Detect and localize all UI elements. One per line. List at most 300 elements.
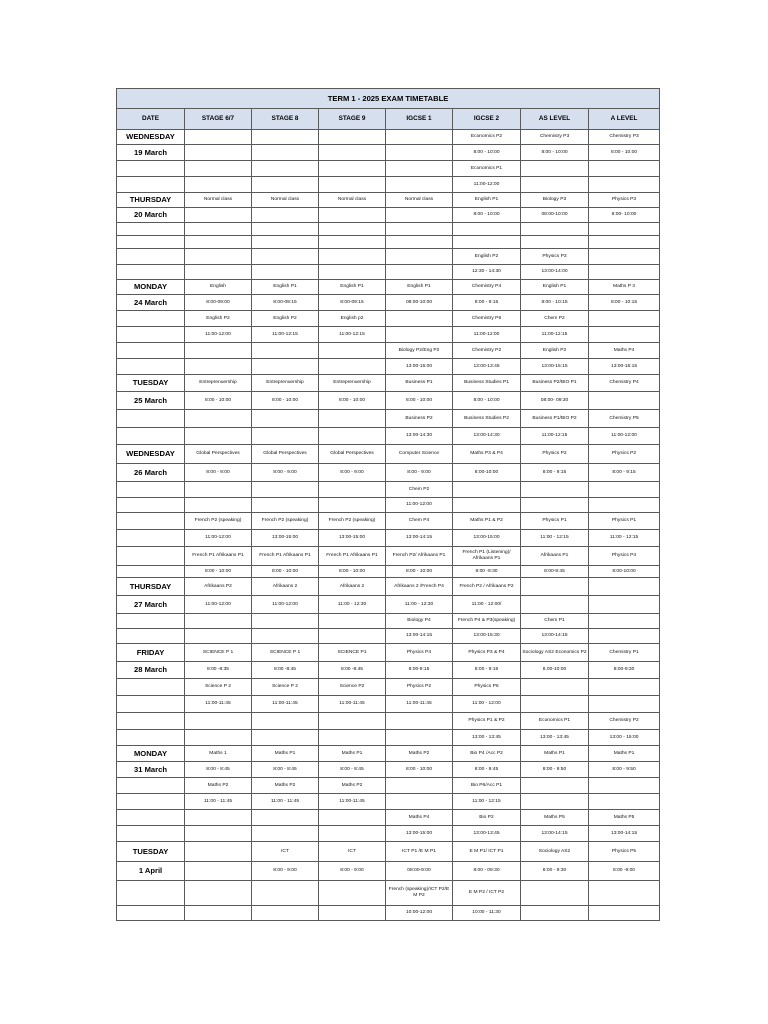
exam-cell	[185, 629, 252, 644]
exam-cell: SCIENCE P 1	[185, 644, 252, 662]
exam-cell	[589, 161, 660, 177]
exam-cell: 8:00 - 9:00	[252, 464, 319, 482]
exam-cell: 8:00 - 10:00	[386, 392, 453, 410]
table-row	[117, 644, 660, 662]
exam-cell	[386, 713, 453, 730]
exam-cell	[252, 249, 319, 265]
exam-cell: 11:00 - 12:00	[453, 696, 521, 713]
exam-cell: 11:00 - 12:15	[589, 530, 660, 547]
exam-cell	[589, 778, 660, 794]
exam-cell: Physics P2	[589, 445, 660, 464]
exam-cell	[185, 145, 252, 161]
exam-cell: 11:00-12:15	[521, 327, 589, 343]
exam-cell: Afrikaans 2	[319, 578, 386, 596]
exam-cell: 13:00-14:15	[521, 629, 589, 644]
exam-cell	[185, 428, 252, 445]
table-row	[117, 713, 660, 730]
exam-cell: Normal class	[319, 193, 386, 208]
exam-cell	[386, 778, 453, 794]
exam-cell: Maths P2	[319, 778, 386, 794]
exam-cell	[252, 482, 319, 498]
table-row	[117, 295, 660, 311]
exam-cell	[185, 236, 252, 249]
date-cell: 28 March	[117, 662, 185, 679]
column-header: IGCSE 2	[453, 109, 521, 130]
table-row	[117, 566, 660, 578]
exam-cell: 8:00 - 9:50	[521, 762, 589, 778]
exam-cell: Biology P4	[386, 614, 453, 629]
exam-cell: ICT	[319, 842, 386, 862]
date-cell	[117, 810, 185, 826]
exam-cell: Entreprenuership	[185, 375, 252, 392]
exam-cell	[185, 614, 252, 629]
exam-cell: 11:00-12:00	[185, 327, 252, 343]
exam-cell: 13:00-13:45	[453, 359, 521, 375]
exam-cell	[319, 249, 386, 265]
table-row	[117, 778, 660, 794]
exam-cell: French P4 & P3(speaking)	[453, 614, 521, 629]
exam-cell	[521, 482, 589, 498]
exam-cell: French P2/ Afrikaans P1	[386, 547, 453, 566]
column-header: A LEVEL	[589, 109, 660, 130]
exam-cell: 8:00 - 10:00	[185, 392, 252, 410]
exam-cell	[453, 498, 521, 513]
exam-cell	[319, 713, 386, 730]
exam-cell: 13:00-15:30	[453, 629, 521, 644]
exam-cell: 11:00-11:45	[319, 696, 386, 713]
exam-cell	[252, 428, 319, 445]
exam-cell	[521, 236, 589, 249]
exam-cell	[319, 881, 386, 906]
table-row	[117, 794, 660, 810]
exam-cell	[521, 161, 589, 177]
exam-cell: 13:00-14:15	[386, 629, 453, 644]
exam-cell: French P1 Afrikaans P1	[185, 547, 252, 566]
exam-cell: 13:00-15:00	[453, 530, 521, 547]
table-row	[117, 862, 660, 881]
exam-cell: 11:00-12:00	[453, 327, 521, 343]
exam-cell: Business P1	[386, 375, 453, 392]
exam-cell: Biology P2/Eng P2	[386, 343, 453, 359]
exam-cell	[185, 223, 252, 236]
exam-cell: Maths P1	[319, 746, 386, 762]
exam-cell: 8.00-10:00	[521, 662, 589, 679]
exam-cell: Bio P4 /Acc P2	[453, 746, 521, 762]
exam-cell: 11:00 - 12:30	[319, 596, 386, 614]
exam-cell: Global Perspectives	[252, 445, 319, 464]
exam-cell: Chemistry P2	[589, 713, 660, 730]
exam-cell	[319, 177, 386, 193]
exam-cell: 8:00 - 10:00	[252, 392, 319, 410]
exam-cell: Chemistry P3	[521, 130, 589, 145]
column-header: STAGE 9	[319, 109, 386, 130]
date-cell: TUESDAY	[117, 375, 185, 392]
exam-cell: Afrikaans P2	[185, 578, 252, 596]
date-cell	[117, 311, 185, 327]
date-cell	[117, 513, 185, 530]
exam-cell	[589, 614, 660, 629]
exam-cell: 8:00 - 8:45	[319, 762, 386, 778]
exam-cell	[252, 826, 319, 842]
exam-cell: 8:00 - 9:15	[453, 662, 521, 679]
exam-cell	[319, 906, 386, 921]
exam-cell: English P1	[521, 280, 589, 295]
exam-cell	[319, 359, 386, 375]
exam-cell: 8:00 - 10:00	[453, 208, 521, 223]
exam-cell: 8:00 - 10:00	[453, 145, 521, 161]
exam-cell	[589, 392, 660, 410]
exam-cell: 8:00-10:00	[453, 464, 521, 482]
exam-cell	[386, 730, 453, 746]
exam-cell: English P1	[386, 280, 453, 295]
date-cell	[117, 794, 185, 810]
exam-cell: 13:00-14:15	[521, 826, 589, 842]
exam-cell: Economics P1	[453, 161, 521, 177]
exam-cell	[185, 130, 252, 145]
exam-cell: Business P1/BIO P2	[521, 410, 589, 428]
exam-cell	[589, 236, 660, 249]
exam-cell: 11:00 - 11:45	[185, 794, 252, 810]
date-cell	[117, 249, 185, 265]
exam-cell: Global Perspectives	[185, 445, 252, 464]
exam-cell: 8:00 - 9:00	[386, 464, 453, 482]
exam-cell	[185, 208, 252, 223]
exam-cell: 8:00 - 09:30	[453, 862, 521, 881]
exam-cell	[589, 794, 660, 810]
date-cell: 20 March	[117, 208, 185, 223]
table-row	[117, 428, 660, 445]
exam-cell: Biology P3	[521, 193, 589, 208]
exam-cell	[185, 359, 252, 375]
exam-cell	[319, 343, 386, 359]
exam-cell: French P1 Afrikaans P1	[252, 547, 319, 566]
exam-cell: E M P1/ ICT P1	[453, 842, 521, 862]
exam-cell: ICT	[252, 842, 319, 862]
exam-cell: English P2	[453, 249, 521, 265]
exam-cell: Physics P5	[589, 842, 660, 862]
exam-cell	[252, 145, 319, 161]
exam-cell	[319, 236, 386, 249]
exam-cell: 12:30 - 14:30	[453, 265, 521, 280]
exam-cell	[386, 311, 453, 327]
table-row	[117, 392, 660, 410]
exam-cell	[252, 208, 319, 223]
exam-cell	[589, 498, 660, 513]
table-row	[117, 375, 660, 392]
date-cell: 1 April	[117, 862, 185, 881]
exam-cell	[185, 862, 252, 881]
exam-cell: French (speaking)/ICT P2/E M P2	[386, 881, 453, 906]
table-row	[117, 679, 660, 696]
date-cell	[117, 679, 185, 696]
exam-cell: Maths P5	[589, 810, 660, 826]
exam-cell: 13:00-13:45	[453, 826, 521, 842]
exam-cell	[185, 881, 252, 906]
exam-cell	[319, 428, 386, 445]
date-cell	[117, 161, 185, 177]
table-row	[117, 445, 660, 464]
exam-cell: 8:00 - 10:15	[589, 295, 660, 311]
date-cell	[117, 498, 185, 513]
exam-cell: 8:00 - 10:00	[319, 566, 386, 578]
date-cell: TUESDAY	[117, 842, 185, 862]
exam-cell: Physics P4	[589, 547, 660, 566]
exam-cell: 8:00 -8:45	[319, 662, 386, 679]
exam-cell: Afrikaans 2 /French P4	[386, 578, 453, 596]
exam-cell: 8:00 -8:35	[185, 662, 252, 679]
date-cell	[117, 713, 185, 730]
exam-cell: Physics P1	[589, 513, 660, 530]
exam-cell: Physics P3	[589, 193, 660, 208]
table-row	[117, 249, 660, 265]
exam-cell	[185, 810, 252, 826]
exam-cell: Maths P2	[252, 778, 319, 794]
exam-cell: Maths P4	[386, 810, 453, 826]
table-row	[117, 842, 660, 862]
date-cell: WEDNESDAY	[117, 445, 185, 464]
exam-cell: Entreprenuership	[319, 375, 386, 392]
table-row	[117, 161, 660, 177]
exam-cell: 8:00 - 10:00	[589, 145, 660, 161]
exam-cell: Maths P2	[185, 778, 252, 794]
table-row	[117, 464, 660, 482]
exam-cell	[185, 842, 252, 862]
exam-cell: 13:00-15:15	[521, 359, 589, 375]
table-row	[117, 498, 660, 513]
table-row	[117, 311, 660, 327]
exam-cell: Chemistry P4	[589, 375, 660, 392]
date-cell: WEDNESDAY	[117, 130, 185, 145]
date-cell	[117, 906, 185, 921]
exam-cell: 8:00 -9:00	[589, 862, 660, 881]
exam-cell	[319, 730, 386, 746]
exam-cell	[453, 236, 521, 249]
table-row	[117, 280, 660, 295]
exam-cell: 11:00-12:00	[185, 596, 252, 614]
exam-cell: 13:00 - 15:00	[589, 730, 660, 746]
table-row	[117, 662, 660, 679]
exam-cell: Chem P2	[386, 482, 453, 498]
exam-cell: English P1	[453, 193, 521, 208]
exam-cell	[521, 177, 589, 193]
exam-cell: English	[185, 280, 252, 295]
exam-cell	[185, 713, 252, 730]
exam-cell	[589, 327, 660, 343]
exam-cell: 11:00-11:45	[319, 794, 386, 810]
table-row	[117, 193, 660, 208]
exam-cell: 11:00-12:00	[453, 177, 521, 193]
exam-cell	[589, 679, 660, 696]
date-cell	[117, 223, 185, 236]
table-row	[117, 596, 660, 614]
exam-cell	[319, 130, 386, 145]
exam-cell: Science P2	[319, 679, 386, 696]
exam-cell	[319, 482, 386, 498]
exam-cell: Maths P 3	[589, 280, 660, 295]
exam-cell: Economics P2	[453, 130, 521, 145]
exam-cell: 11:00-12:15	[319, 327, 386, 343]
exam-cell	[386, 208, 453, 223]
exam-cell	[319, 223, 386, 236]
exam-cell	[521, 596, 589, 614]
exam-cell: Chemistry P5	[589, 410, 660, 428]
exam-cell	[589, 177, 660, 193]
exam-cell: 13:00 - 13:45	[453, 730, 521, 746]
exam-cell: Maths 1	[185, 746, 252, 762]
exam-cell: 8:00 - 10:00	[252, 566, 319, 578]
table-row	[117, 236, 660, 249]
exam-cell: Chemistry P3	[589, 130, 660, 145]
exam-cell: English P2	[185, 311, 252, 327]
exam-cell	[589, 223, 660, 236]
date-cell: 24 March	[117, 295, 185, 311]
exam-cell: SCIENCE P1	[319, 644, 386, 662]
exam-cell: 13:00-14:15	[589, 826, 660, 842]
table-row	[117, 265, 660, 280]
table-row	[117, 177, 660, 193]
exam-cell	[185, 482, 252, 498]
table-row	[117, 530, 660, 547]
table-row	[117, 578, 660, 596]
exam-cell	[252, 906, 319, 921]
exam-cell: 11:00-12:15	[252, 327, 319, 343]
exam-cell: 8:00 - 10:00	[185, 566, 252, 578]
table-row	[117, 359, 660, 375]
exam-cell	[589, 881, 660, 906]
table-row	[117, 482, 660, 498]
exam-cell	[386, 130, 453, 145]
exam-cell: Maths P1 & P2	[453, 513, 521, 530]
exam-cell	[589, 249, 660, 265]
exam-cell	[453, 482, 521, 498]
exam-cell	[521, 906, 589, 921]
exam-cell	[252, 498, 319, 513]
exam-cell: 11:00 - 12:15	[453, 794, 521, 810]
exam-cell: Physics P4	[386, 644, 453, 662]
exam-cell: 8:00-09:15	[319, 295, 386, 311]
date-cell	[117, 236, 185, 249]
exam-cell: Afrikaans 2	[252, 578, 319, 596]
exam-cell	[252, 713, 319, 730]
header-row	[117, 109, 660, 130]
date-cell	[117, 410, 185, 428]
exam-cell: Bio P6/Acc P1	[453, 778, 521, 794]
exam-cell: Bio P2	[453, 810, 521, 826]
exam-cell: 8:00 - 10:00	[319, 392, 386, 410]
date-cell: FRIDAY	[117, 644, 185, 662]
exam-cell	[252, 730, 319, 746]
exam-cell: Business Studies P2	[453, 410, 521, 428]
exam-cell: 8:00 - 9:00	[252, 862, 319, 881]
exam-cell: Physics P6	[453, 679, 521, 696]
table-row	[117, 810, 660, 826]
exam-cell	[319, 208, 386, 223]
exam-cell	[252, 130, 319, 145]
exam-cell	[386, 145, 453, 161]
exam-cell: Physics P1 & P2	[453, 713, 521, 730]
exam-cell	[185, 730, 252, 746]
exam-cell: Maths P5	[521, 810, 589, 826]
exam-cell: Business P2/BIO P1	[521, 375, 589, 392]
exam-cell: 11:00 - 11:45	[252, 794, 319, 810]
exam-cell: French P2 (speaking)	[252, 513, 319, 530]
table-row	[117, 513, 660, 530]
exam-cell: Normal class	[185, 193, 252, 208]
exam-cell	[252, 343, 319, 359]
exam-cell	[386, 161, 453, 177]
exam-cell: Physics P3 & P4	[453, 644, 521, 662]
exam-cell: 10:00 - 11:30	[453, 906, 521, 921]
exam-cell: French P1 (Listening)/ Afrikaans P1	[453, 547, 521, 566]
date-cell	[117, 881, 185, 906]
date-cell	[117, 265, 185, 280]
date-cell	[117, 327, 185, 343]
exam-cell: 08:00-10:00	[386, 295, 453, 311]
table-row	[117, 223, 660, 236]
column-header: DATE	[117, 109, 185, 130]
exam-cell: 8:00 - 10:00	[453, 392, 521, 410]
exam-cell: English p2	[319, 311, 386, 327]
exam-cell	[589, 265, 660, 280]
exam-cell	[521, 794, 589, 810]
exam-cell	[386, 177, 453, 193]
exam-cell: 13:00-14:30	[453, 428, 521, 445]
exam-cell	[386, 794, 453, 810]
exam-cell: Maths P4	[589, 343, 660, 359]
exam-cell: 8:00 - 10:15	[521, 295, 589, 311]
exam-cell: 11:00-11:45	[252, 696, 319, 713]
exam-cell: Business P2	[386, 410, 453, 428]
exam-cell: Chemistry P1	[589, 644, 660, 662]
exam-cell: 11:00 - 12:15	[521, 530, 589, 547]
exam-cell: 11:00-12:00	[386, 498, 453, 513]
exam-cell	[386, 249, 453, 265]
column-header: AS LEVEL	[521, 109, 589, 130]
exam-cell: 11:00-11:45	[185, 696, 252, 713]
exam-cell: Global Perspectives	[319, 445, 386, 464]
exam-cell: 11:00 - 12:30	[386, 596, 453, 614]
exam-cell: Physics P1	[521, 513, 589, 530]
exam-cell: 11:00 - 12:00/	[453, 596, 521, 614]
date-cell: THURSDAY	[117, 578, 185, 596]
exam-cell	[185, 161, 252, 177]
exam-cell	[386, 236, 453, 249]
exam-cell: 08:00-9:00	[386, 862, 453, 881]
date-cell	[117, 343, 185, 359]
exam-cell	[319, 265, 386, 280]
date-cell	[117, 482, 185, 498]
exam-cell	[252, 810, 319, 826]
table-row	[117, 410, 660, 428]
exam-cell	[185, 410, 252, 428]
exam-cell: English P1	[319, 280, 386, 295]
exam-cell: E M P2 / ICT P2	[453, 881, 521, 906]
exam-cell: Maths P1	[521, 746, 589, 762]
exam-cell: 8:00 - 9:15	[589, 464, 660, 482]
exam-cell: Normal class	[386, 193, 453, 208]
table-row	[117, 145, 660, 161]
date-cell: MONDAY	[117, 746, 185, 762]
exam-cell: 8:00- 10:00	[589, 208, 660, 223]
exam-cell: 11:00-12:00	[589, 428, 660, 445]
exam-cell	[521, 679, 589, 696]
date-cell	[117, 614, 185, 629]
exam-cell	[521, 578, 589, 596]
exam-cell	[319, 498, 386, 513]
exam-cell	[252, 265, 319, 280]
exam-cell: Physics P2	[521, 445, 589, 464]
exam-cell: 13:00-14:00	[521, 265, 589, 280]
